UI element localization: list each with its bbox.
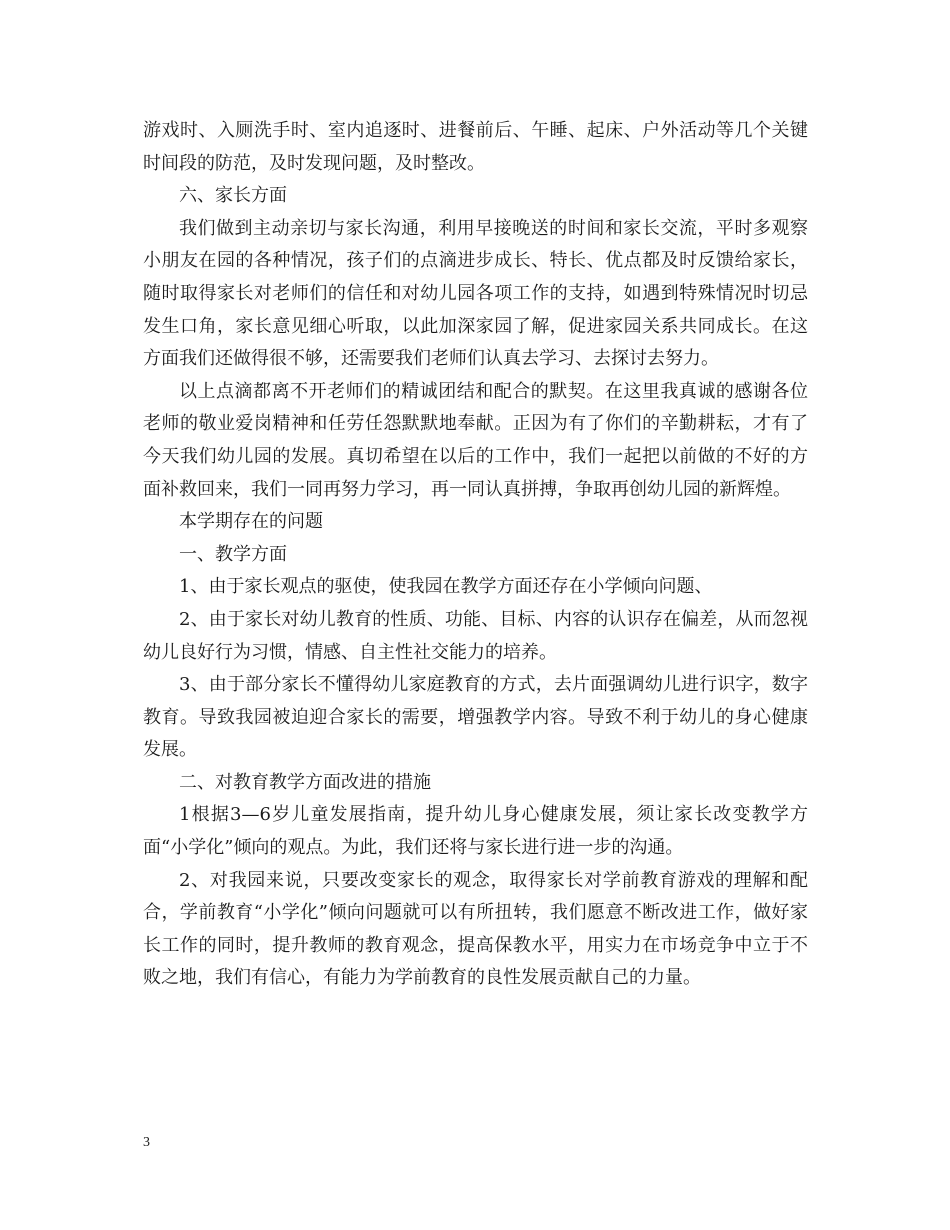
- section-heading-problems: 本学期存在的问题: [179, 511, 323, 533]
- list-item-measure-1: 1根据3—6岁儿童发展指南，提升幼儿身心健康发展，须让家长改变教学方面“小学化”倾向的观点。为此，我们还将与家长进行进一步的沟通。: [143, 804, 808, 859]
- list-item-problem-3: 3、由于部分家长不懂得幼儿家庭教育的方式，去片面强调幼儿进行识字，数字教育。导致我园被迫迎合家长的需要，增强教学内容。导致不利于幼儿的身心健康发展。: [143, 674, 808, 761]
- section-heading-teaching: 一、教学方面: [179, 543, 287, 565]
- document-body: [143, 115, 808, 995]
- section-heading-measures: 二、对教育教学方面改进的措施: [179, 771, 431, 793]
- list-item-problem-2: 2、由于家长对幼儿教育的性质、功能、目标、内容的认识存在偏差，从而忽视幼儿良好行为习惯，情感、自主性社交能力的培养。: [143, 608, 808, 663]
- paragraph-continuation: 游戏时、入厕洗手时、室内追逐时、进餐前后、午睡、起床、户外活动等几个关键时间段的防范，及时发现问题，及时整改。: [143, 120, 808, 174]
- paragraph-thanks: 以上点滴都离不开老师们的精诚团结和配合的默契。在这里我真诚的感谢各位老师的敬业爱岗精神和任劳任怨默默地奉献。正因为有了你们的辛勤耕耘，才有了今天我们幼儿园的发展。真切希望在以后的工作中，我们一起把以前做的不好的方面补救回来，我们一同再努力学习，再一同认真拼搏，争取再创幼儿园的新辉煌。: [143, 380, 808, 500]
- list-item-measure-2: 2、对我园来说，只要改变家长的观念，取得家长对学前教育游戏的理解和配合，学前教育“小学化”倾向问题就可以有所扭转，我们愿意不断改进工作，做好家长工作的同时，提升教师的教育观念，提高保教水平，用实力在市场竞争中立于不败之地，我们有信心，有能力为学前教育的良性发展贡献自己的力量。: [143, 869, 808, 989]
- section-heading-parents: 六、家长方面: [179, 185, 287, 207]
- list-item-problem-1: 1、由于家长观点的驱使，使我园在教学方面还存在小学倾向问题、: [179, 576, 713, 598]
- paragraph-parents: 我们做到主动亲切与家长沟通，利用早接晚送的时间和家长交流，平时多观察小朋友在园的各种情况，孩子们的点滴进步成长、特长、优点都及时反馈给家长，随时取得家长对老师们的信任和对幼儿园各项工作的支持，如遇到特殊情况时切忌发生口角，家长意见细心听取，以此加深家园了解，促进家园关系共同成长。在这方面我们还做得很不够，还需要我们老师们认真去学习、去探讨去努力。: [143, 217, 808, 370]
- page-number: 3: [143, 1135, 150, 1150]
